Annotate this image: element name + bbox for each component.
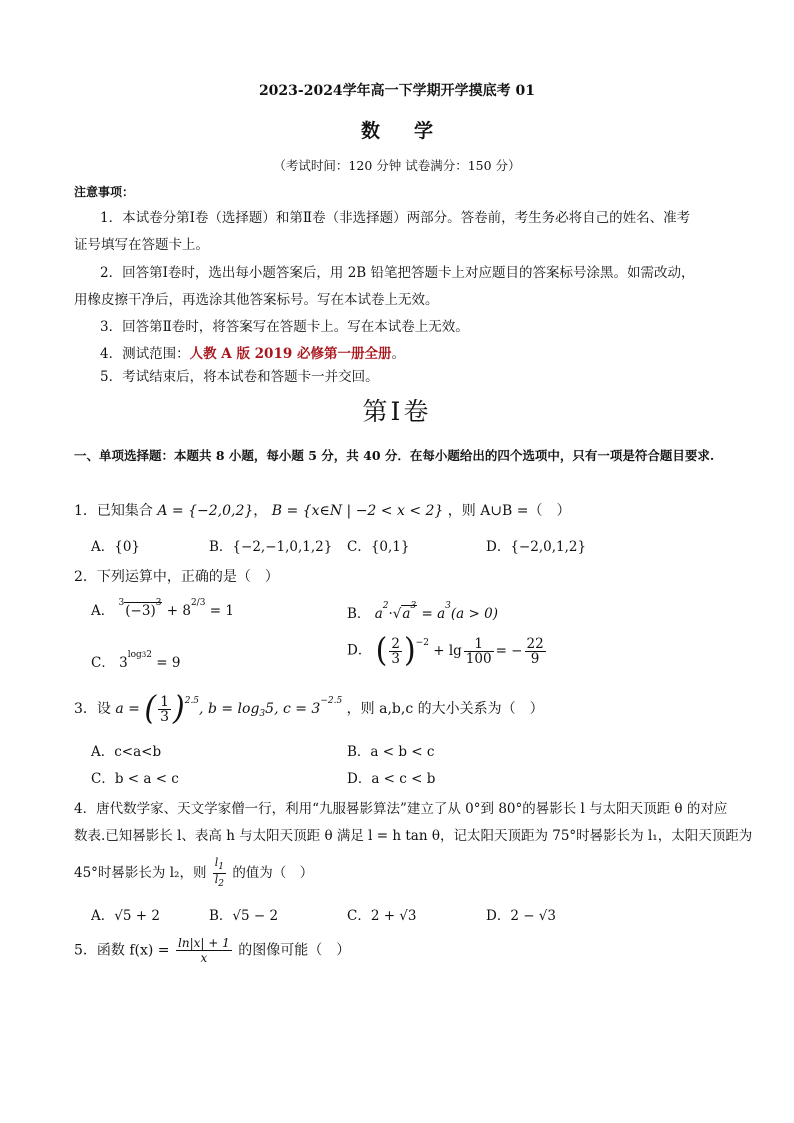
question-2-stem: 2．下列运算中，正确的是（ ） — [74, 569, 279, 585]
q2-c-label: C． — [91, 655, 115, 671]
volume-title: 第Ⅰ卷 — [362, 397, 432, 426]
exam-info: （考试时间：120 分钟 试卷满分：150 分） — [273, 158, 521, 173]
q3-formula: a = ( $\frac{1}{3}$ )$^{2.5}$, $b = \log_35$, $c = 3^{-2.5}$ — [115, 689, 343, 728]
q1-set-a: A = {−2,0,2} — [157, 503, 254, 519]
question-5-stem — [74, 936, 350, 965]
q3-suffix: ，则 a,b,c 的大小关系为（ ） — [346, 701, 544, 717]
note-1: 1．本试卷分第Ⅰ卷（选择题）和第Ⅱ卷（非选择题）两部分。答卷前，考生务必将自己的姓名、准考 — [100, 210, 691, 226]
q4-option-b[interactable]: B．√5 − 2 — [209, 908, 279, 924]
q2-a-label: A． — [91, 603, 115, 619]
q5-fraction — [176, 936, 232, 965]
q1-set-b: B = {x∈N | −2 < x < 2} — [271, 503, 444, 519]
q5-frac-num: ln|x| + 1 — [178, 936, 230, 950]
question-4-line-2: 数表.已知晷影长 l、表高 h 与太阳天顶距 θ 满足 l = h tan θ，记太阳天顶距为 75°时晷影长为 l₁，太阳天顶距为 — [74, 828, 753, 844]
q4-ratio: $\frac{l_1}{l_2}$ — [214, 856, 225, 889]
section-heading: 一、单项选择题：本题共 8 小题，每小题 5 分，共 40 分．在每小题给出的四个选项中，只有一项是符合题目要求. — [74, 448, 715, 463]
note-2: 2．回答第Ⅰ卷时，选出每小题答案后，用 2B 铅笔把答题卡上对应题目的答案标号涂黑。如需改动， — [100, 265, 695, 281]
q4-line3-prefix: 45°时晷影长为 l₂，则 — [74, 865, 207, 881]
q1-option-b[interactable]: B．{−2,−1,0,1,2} — [209, 539, 333, 555]
note-1-cont: 证号填写在答题卡上。 — [74, 237, 209, 253]
subject-heading: 数学 — [360, 120, 467, 142]
q2-option-c[interactable] — [91, 650, 180, 671]
q2-option-a[interactable] — [91, 598, 234, 619]
q3-prefix: 3．设 — [74, 701, 111, 717]
note-4 — [100, 345, 405, 363]
q1-option-c[interactable]: C．{0,1} — [347, 539, 410, 555]
q2-option-d[interactable] — [347, 631, 548, 670]
note-3: 3．回答第Ⅱ卷时，将答案写在答题卡上。写在本试卷上无效。 — [100, 319, 469, 335]
test-scope: 人教 A 版 2019 必修第一册全册 — [189, 346, 392, 362]
q5-prefix: 5．函数 f(x) = — [74, 942, 170, 959]
question-3-stem — [74, 689, 544, 728]
q4-option-d[interactable]: D．2 − √3 — [486, 908, 556, 924]
notes-title: 注意事项： — [74, 185, 135, 199]
note-5: 5．考试结束后，将本试卷和答题卡一并交回。 — [100, 369, 379, 385]
q2-c-formula: $3^{log32} = 9$ — [119, 650, 181, 671]
question-4-line-3 — [74, 857, 313, 890]
q2-d-formula: ( $\frac{2}{3}$ )$^{-2}$ + lg $\frac{1}{100}$ = − $\frac{22}{9}$ — [375, 631, 544, 670]
q2-option-b[interactable] — [347, 601, 498, 622]
q3-option-d[interactable]: D．a < c < b — [347, 771, 436, 787]
q2-b-label: B． — [347, 606, 371, 622]
q1-suffix: ，则 A∪B =（ ） — [447, 503, 571, 519]
q4-option-a[interactable]: A．√5 + 2 — [91, 908, 160, 924]
note-4-end: 。 — [391, 346, 405, 362]
q5-frac-den: x — [200, 951, 208, 965]
question-4-line-1: 4．唐代数学家、天文学家僧一行，利用“九服晷影算法”建立了从 0°到 80°的晷影长 l 与太阳天顶距 θ 的对应 — [74, 801, 728, 817]
q2-a-formula: $^3(-3)^3 + 8^{2/3} = 1$ — [118, 598, 234, 619]
note-2-cont: 用橡皮擦干净后，再选涂其他答案标号。写在本试卷上无效。 — [74, 292, 439, 308]
q2-b-formula: $a^2\cdot√a^3 = a^3(a > 0)$ — [374, 601, 498, 622]
q4-option-c[interactable]: C．2 + √3 — [347, 908, 417, 924]
question-1-stem: 1．已知集合 A = {−2,0,2}， B = {x∈N | −2 < x < 2} ，则 A∪B =（ ） — [74, 503, 571, 519]
note-4-label: 4．测试范围： — [100, 346, 190, 362]
q2-d-label: D． — [347, 642, 372, 659]
q5-suffix: 的图像可能（ ） — [238, 942, 351, 959]
q1-prefix: 1．已知集合 — [74, 503, 153, 519]
q1-option-d[interactable]: D．{−2,0,1,2} — [486, 539, 587, 555]
q3-option-b[interactable]: B．a < b < c — [347, 744, 435, 760]
q3-option-a[interactable]: A．c<a<b — [91, 744, 162, 760]
q4-line3-suffix: 的值为（ ） — [232, 865, 314, 881]
q1-option-a[interactable]: A．{0} — [91, 539, 141, 555]
q3-option-c[interactable]: C．b < a < c — [91, 771, 179, 787]
exam-title: 2023-2024学年高一下学期开学摸底考 01 — [258, 83, 536, 99]
